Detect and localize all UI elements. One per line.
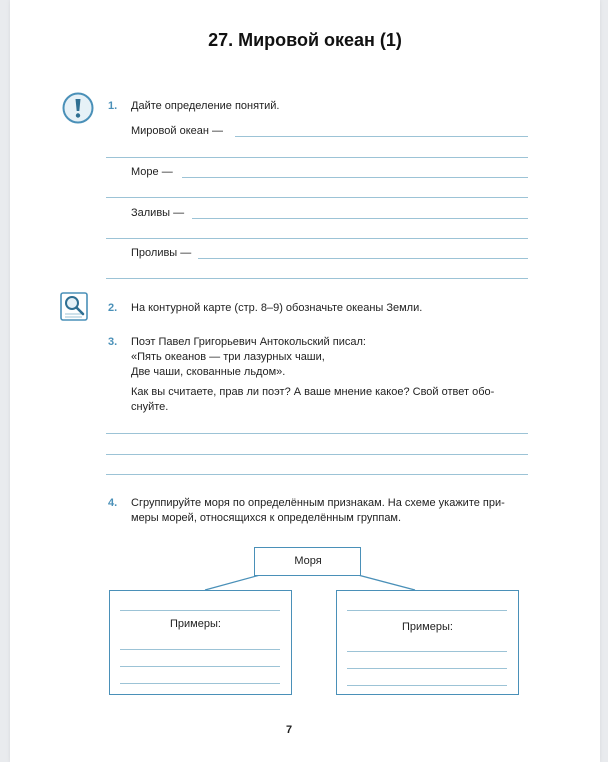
answer-line[interactable] [347,668,507,669]
schema-left-box [109,590,292,695]
answer-line[interactable] [120,666,280,667]
schema-left-label: Примеры: [170,618,221,630]
answer-line[interactable] [347,651,507,652]
answer-line[interactable] [347,685,507,686]
task-3-intro: Поэт Павел Григорьевич Антокольский писал: [131,336,366,348]
schema-root-label: Моря [294,555,322,567]
answer-line[interactable] [347,610,507,611]
task-2-prompt: На контурной карте (стр. 8–9) обозначьте океаны Земли. [131,302,423,314]
task-3-number: 3. [108,336,118,348]
task-4-prompt-line-1: Сгруппируйте моря по определённым признакам. На схеме укажите при- [131,497,505,509]
task-3-quote-line-1: «Пять океанов — три лазурных чаши, [131,351,325,363]
task-3-question-line-1: Как вы считаете, прав ли поэт? А ваше мнение какое? Свой ответ обо- [131,386,495,398]
term-straits: Проливы — [131,247,192,259]
task-3-question-line-2: снуйте. [131,401,169,413]
task-3-quote-line-2: Две чаши, скованные льдом». [131,366,286,378]
workbook-page [10,0,600,762]
answer-line[interactable] [120,610,280,611]
task-2-number: 2. [108,302,118,314]
page-title: 27. Мировой океан (1) [208,30,402,50]
task-4-prompt-line-2: меры морей, относящихся к определённым группам. [131,512,402,524]
task-1-prompt: Дайте определение понятий. [131,100,280,112]
answer-line[interactable] [120,649,280,650]
term-world-ocean: Мировой океан — [131,125,224,137]
page-number: 7 [286,724,293,736]
answer-line[interactable] [120,683,280,684]
task-1-number: 1. [108,100,118,112]
term-bays: Заливы — [131,207,185,219]
schema-right-box [336,590,519,695]
term-sea: Море — [131,166,173,178]
schema-right-label: Примеры: [402,621,453,633]
task-4-number: 4. [108,497,118,509]
